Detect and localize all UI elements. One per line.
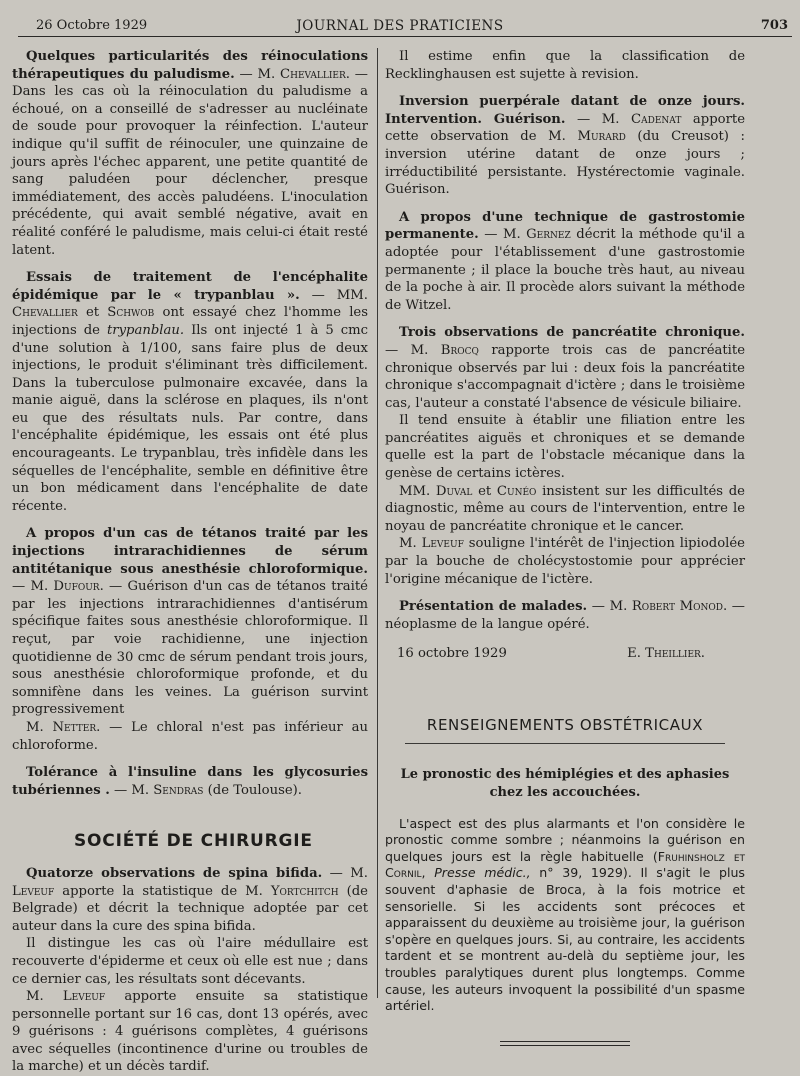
signature-date: 16 octobre 1929 [397,646,507,662]
article-spina-bifida: Quatorze observations de spina bifida. — M. Leveuf apporte la statistique de M. Yortchitch (de Belgrade) et décrit la technique adoptée par cet auteur dans la cure des spina bifida. [12,865,368,934]
article-body: Ils ont injecté 1 à 5 cmc d'une solution à 1/100, sans faire plus de deux injections, le produit s'éliminant très difficilement. Dans la tuberculose pulmonaire excavée, dans la manie aiguë, dans la sclérose en plaques, ils n'ont eu que des résultats nuls. Par contre, dans l'encéphalite épidémique, les essais ont été plus encourageants. Le trypanblau, très infidèle dans les séquelles de l'encéphalite, semble en définitive être un bon médicament dans l'encéphalite de date récente. [12,322,369,514]
article-title: Tolérance à l'insuline dans les glycosuries tubériennes . [12,765,368,798]
authors-prefix: MM. [336,287,368,303]
section-title: SOCIÉTÉ DE CHIRURGIE [74,831,313,852]
article-title-line: chez les accouchées. [489,784,641,800]
article-note: M. Netter. — Le chloral n'est pas inférieur au chloroforme. [12,719,368,753]
author: Duval [435,483,473,499]
article-body: (du Creusot) : inversion utérine datant de onze jours ; irréductibilité persistante. Hystérectomie vaginale. Guérison. [385,129,745,198]
article-paludisme: Quelques particularités des réinoculations thérapeutiques du paludisme. — M. Chevallier. — Dans les cas où la réinoculation du paludisme a échoué, on a conseillé de s'adresser au nucléinate de soude pour provoquer la réinfection. L'auteur indique qu'il suffit de réinoculer, une quinzaine de jours après l'échec apparent, une petite quantité de sang paludéen pour déclencher, presque immédiatement, des accès paludéens. L'inoculation précédente, qui avait semblé négative, avait en réalité conféré le paludisme, mais celui-ci était resté latent. [12,49,368,258]
article-body: néoplasme de la langue opéré. [385,616,590,632]
article-paragraph [12,988,368,1076]
author: Leveuf [421,536,464,552]
article-body: décrit la méthode qu'il a adoptée pour l'établissement d'une gastrostomie permanente ; il place la bouche très haut, au niveau de la poche à air. Il procède alors suivant la méthode de Witzel. [385,227,746,313]
page-number: 703 [760,18,788,33]
author: Cunéo [496,483,537,499]
header-date: 26 Octobre 1929 [36,18,148,33]
italic-term: trypanblau. [106,322,185,338]
closing-double-rule [500,1041,630,1046]
article-title: Quatorze observations de spina bifida. [26,865,323,881]
article-paragraph [385,535,745,588]
article-body: rapporte trois cas de pancréatite chronique observés par lui : deux fois la pancréatite chronique s'accompagnait d'ictère ; dans le troisième cas, l'auteur a constaté l'absence de vésicule biliaire. [385,342,745,411]
article-tetanos: A propos d'un cas de tétanos traité par les injections intrarachidiennes de sérum antitétanique sous anesthésie chloroformique. — M. Dufour. — Guérison d'un cas de tétanos traité par les injections intrarachidiennes d'antisérum spécifique faites sous anesthésie chloroformique. Il reçut, par voie rachidienne, une injection quotidienne de 30 cmc de sérum pendant trois jours, sous anesthésie chloroformique profonde, et du somnifène dans les veines. La guérison survint progressivement [12,526,368,718]
article-insuline: Tolérance à l'insuline dans les glycosuries tubériennes . — M. Sendras (de Toulouse). [12,765,368,798]
author: M. Gernez [502,227,571,243]
article-gastrostomie: A propos d'une technique de gastrostomie permanente. — M. Gernez décrit la méthode qu'il a adoptée pour l'établissement d'une gastrostomie permanente ; il place la bouche très haut, au niveau de la poche à air. Il procède alors suivant la méthode de Witzel. [385,209,746,313]
signature-line [385,645,745,663]
article-title: A propos d'une technique de gastrostomie permanente. [385,209,745,243]
article-body: ont essayé chez l'homme les injections de [12,305,368,338]
left-column [12,48,368,1076]
author-prefix: M. [26,989,44,1005]
column-divider [377,48,378,998]
article-body: Dans les cas où la réinoculation du paludisme a échoué, on a conseillé de s'adresser au nucléinate de soude pour provoquer la réinfection. L'auteur indique qu'il suffit de réinoculer, une quinzaine de jours après l'échec apparent, une petite quantité de sang paludéen pour déclencher, presque immédiatement, des accès paludéens. L'inoculation précédente, qui avait semblé négative, avait en réalité conféré le paludisme, mais celui-ci était resté latent. [12,84,368,258]
running-header [0,0,800,40]
author: M. Robert Monod. [609,599,728,615]
article-inversion: Inversion puerpérale datant de onze jours. Intervention. Guérison. — M. Cadenat apporte cette observation de M. Murard (du Creusot) : inversion utérine datant de onze jours ; irréductibilité persistante. Hystérectomie vaginale. Guérison. [385,94,745,198]
article-title: Inversion puerpérale datant de onze jours. Intervention. Guérison. [385,94,745,127]
section-title: RENSEIGNEMENTS OBSTÉTRICAUX [426,716,704,734]
article-title-line: Le pronostic des hémiplégies et des aphasies [400,766,730,782]
article-title: Trois observations de pancréatite chronique. [399,325,745,341]
article-paragraph: Il tend ensuite à établir une filiation entre les pancréatites aiguës et chroniques et se demande quelle est la part de l'obstacle mécanique dans la genèse de certains ictères. [385,413,745,482]
article-body: (de Belgrade) et décrit la technique adoptée par cet auteur dans la cure des spina bifida. [12,883,368,934]
article-encephalite: Essais de traitement de l'encéphalite épidémique par le « trypanblau ». — MM. Chevallier et Schwob ont essayé chez l'homme les injections de trypanblau. Ils ont injecté 1 à 5 cmc d'une solution à 1/100, sans faire plus de deux injections, le produit s'éliminant très difficilement. Dans la tuberculose pulmonaire excavée, dans la manie aiguë, dans la sclérose en plaques, ils n'ont eu que des résultats nuls. Par contre, dans l'encéphalite épidémique, les essais ont été plus encourageants. Le trypanblau, très infidèle dans les séquelles de l'encéphalite, semble en définitive être un bon médicament dans l'encéphalite de date récente. [12,270,369,514]
reference-journal: Presse médic., [434,865,531,881]
article-title: A propos d'un cas de tétanos traité par les injections intrarachidiennes de sérum antitétanique sous anesthésie chloroformique. [12,526,368,577]
author: Chevallier [12,305,78,321]
article-body-block [385,816,745,1015]
article-body: L'aspect est des plus alarmants et l'on considère le pronostic comme sombre ; néanmoins la guérison en quelques jours est la règle habituelle ( [385,815,745,864]
article-pancreatite: Trois observations de pancréatite chronique. — M. Brocq rapporte trois cas de pancréatite chronique observés par lui : deux fois la pancréatite chronique s'accompagnait d'ictère ; dans le troisième cas, l'auteur a constaté l'absence de vésicule biliaire. [385,325,745,411]
author-place: (de Toulouse). [207,782,302,798]
article-body: apporte la statistique de M. [62,883,263,899]
article-paragraph: Il estime enfin que la classification de Recklinghausen est sujette à revision. [385,49,745,82]
author: M. Leveuf [12,865,368,899]
article-body: apporte ensuite sa statistique personnelle portant sur 16 cas, dont 13 opérés, avec 9 guérisons : 4 guérisons complètes, 4 guérisons avec séquelles (incontinence d'urine ou troubles de la marche) et un décès tardif. [12,989,368,1075]
article-body: insistent sur les difficultés de diagnostic, même au cours de l'intervention, entre le noyau de pancréatite chronique et le cancer. [385,483,745,534]
section-rule [405,743,725,744]
authors-prefix: MM. [399,483,431,499]
conjunction: et [85,305,100,321]
author: Schwob [107,305,155,321]
author: M. Dufour. [30,579,104,595]
article-title: Essais de traitement de l'encéphalite épidémique par le « trypanblau ». [12,270,368,303]
right-column [385,48,745,1046]
article-title: Quelques particularités des réinoculations thérapeutiques du paludisme. [12,49,368,82]
article-paragraph: Il distingue les cas où l'aire médullaire est recouverte d'épiderme et ceux où elle est nue ; dans ce dernier cas, les résultats sont décevants. [12,936,368,987]
header-rule [18,36,792,37]
author: M. Sendras [131,782,204,798]
article-body: n° 39, 1929). Il s'agit le plus souvent d'aphasie de Broca, à la fois motrice et sensorielle. Si les accidents sont précoces et apparaissent du deuxième au troisième jour, la guérison s'opère en quelques jours. Si, au contraire, les accidents tardent et se montrent au-delà du septième jour, les troubles paralytiques durent plus longtemps. Comme cause, les auteurs invoquent la possibilité d'un spasme artériel. [385,865,745,1014]
conjunction: et [478,483,492,499]
article-title: Présentation de malades. [399,599,588,615]
signature-name: E. Theillier. [627,646,705,662]
reference-names: Fruhinsholz et Cornil, [385,848,746,881]
author: M. Brocq [410,342,479,358]
article-paragraph [385,483,745,536]
note-body: Le chloral n'est pas inférieur au chloroforme. [12,719,368,753]
cited-name: Yortchitch [270,883,339,899]
author: M. Netter. [26,719,101,735]
article-body: apporte cette observation de M. [385,111,745,145]
article-body: souligne l'intérêt de l'injection lipiodolée par la bouche de cholécystostomie pour apprécier l'origine mécanique de l'ictère. [385,536,745,587]
article-title-block [385,766,745,802]
article-presentation: Présentation de malades. — M. Robert Monod. — néoplasme de la langue opéré. [385,599,745,632]
author: Leveuf [62,989,106,1005]
journal-title: JOURNAL DES PRATICIENS [296,18,504,34]
author: M. Chevallier. [257,66,350,82]
author: M. Cadenat [601,111,682,127]
author-prefix: M. [399,536,417,552]
article-body: Guérison d'un cas de tétanos traité par les injections intrarachidiennes d'antisérum spécifique faites sous anesthésie chloroformique. Il reçut, par voie rachidienne, une injection quotidienne de 30 cmc de sérum pendant trois jours, sous anesthésie chloroformique profonde, et du somnifène dans les veines. La guérison survint progressivement [12,579,368,718]
cited-name: Murard [577,129,626,145]
